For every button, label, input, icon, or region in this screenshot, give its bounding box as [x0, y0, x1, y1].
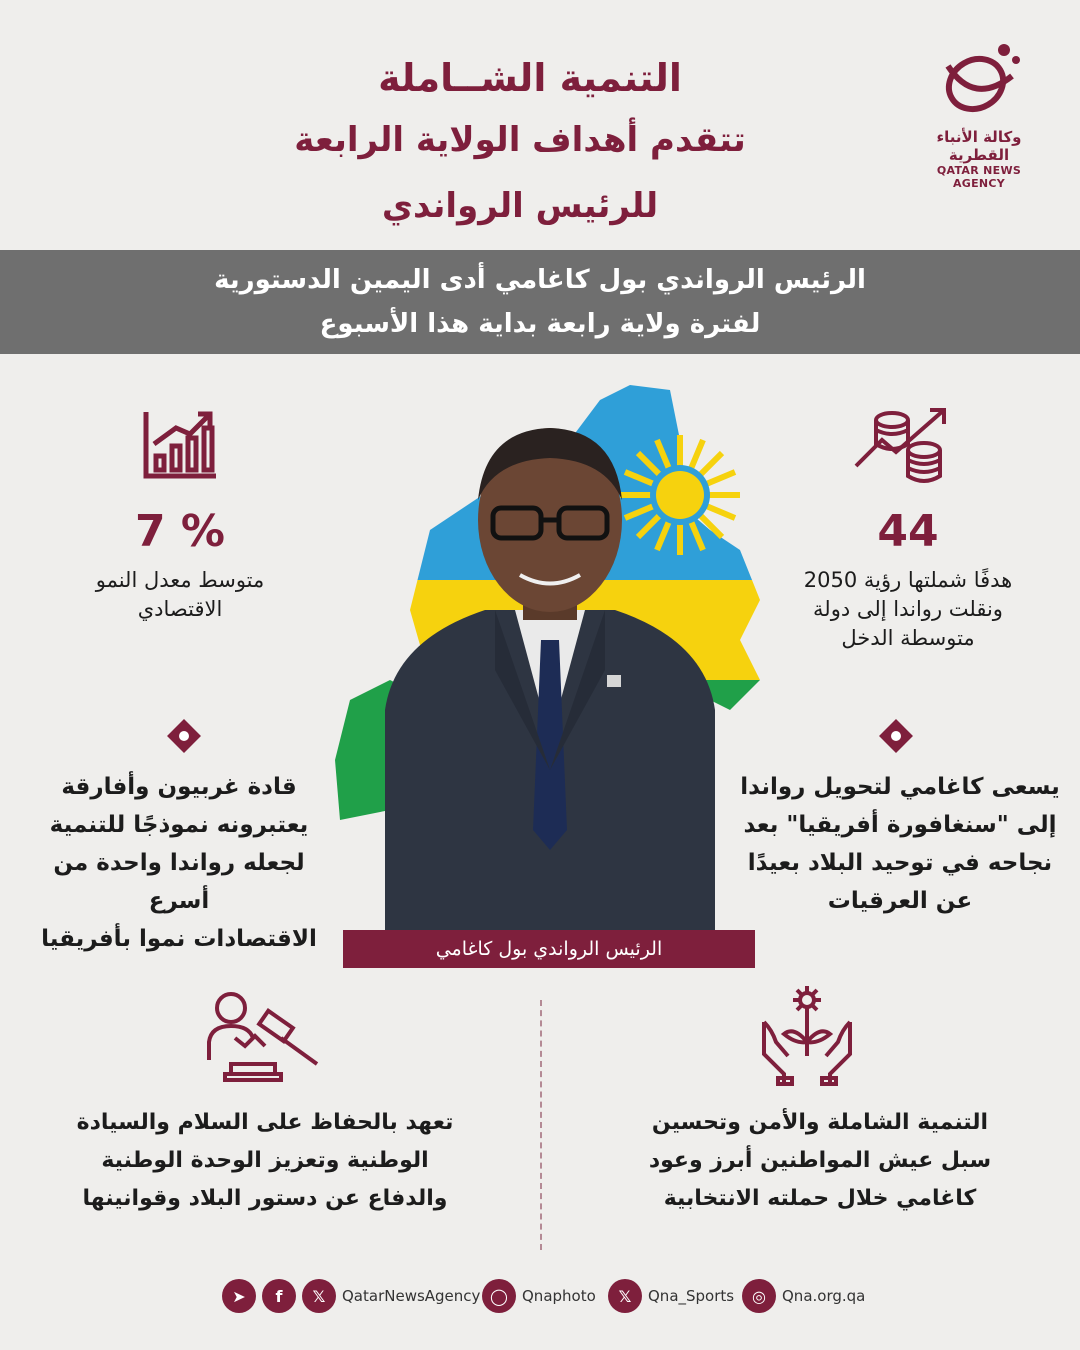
diamond-marker-icon [166, 718, 202, 754]
diamond-marker-icon [878, 718, 914, 754]
point-left-line-1: قادة غربيون وأفارقة [61, 774, 297, 800]
point-left-line-4: الاقتصادات نموا بأفريقيا [41, 926, 317, 952]
point-right-line-3: نجاحه في توحيد البلاد بعيدًا [747, 850, 1053, 876]
logo-name-ar: وكالة الأنباء القطرية [936, 128, 1022, 164]
point-right-line-1: يسعى كاغامي لتحويل رواندا [740, 774, 1060, 800]
social-photo-label[interactable]: Qnaphoto [522, 1287, 596, 1305]
photo-caption: الرئيس الرواندي بول كاغامي [343, 930, 755, 968]
social-sports[interactable] [608, 1278, 734, 1314]
point-left-line-2: يعتبرونه نموذجًا للتنمية [49, 812, 309, 838]
pledge-text-line-1: تعهد بالحفاظ على السلام والسيادة [76, 1110, 454, 1135]
social-agency[interactable] [222, 1278, 480, 1314]
promises-text-line-3: كاغامي خلال حملته الانتخابية [663, 1186, 977, 1211]
logo-name-en: QATAR NEWS AGENCY [936, 164, 1022, 190]
coins-growth-icon [852, 404, 952, 486]
hands-flower-icon [756, 982, 858, 1086]
goals-count-value: 44 [877, 506, 939, 557]
pledge-text-line-3: والدفاع عن دستور البلاد وقوانينها [82, 1186, 448, 1211]
promises-text [610, 1104, 1030, 1218]
growth-rate-text-line-1: متوسط معدل النمو [95, 568, 265, 592]
instagram-icon[interactable]: ◯ [482, 1279, 516, 1313]
headline-banner [0, 250, 1080, 354]
social-site-label[interactable]: Qna.org.qa [782, 1287, 866, 1305]
social-sports-label[interactable]: Qna_Sports [648, 1287, 735, 1305]
promises-text-line-1: التنمية الشاملة والأمن وتحسين [651, 1110, 989, 1135]
social-bar [0, 1278, 1080, 1314]
president-portrait [345, 410, 755, 930]
pledge-text-line-2: الوطنية وتعزيز الوحدة الوطنية [101, 1148, 429, 1173]
growth-rate-text-line-2: الاقتصادي [137, 597, 223, 621]
pledge-text [60, 1104, 470, 1218]
title-line-1: التنمية الشــاملة [378, 56, 682, 100]
title-line-3: للرئيس الرواندي [381, 186, 659, 226]
growth-rate-value: 7 % [134, 506, 226, 557]
judge-gavel-icon [205, 990, 323, 1082]
growth-rate-text [60, 566, 300, 624]
promises-text-line-2: سبل عيش المواطنين أبرز وعود [648, 1148, 992, 1173]
social-agency-label[interactable]: QatarNewsAgency [342, 1287, 481, 1305]
title-line-2: تتقدم أهداف الولاية الرابعة [294, 120, 746, 160]
banner-line-1: الرئيس الرواندي بول كاغامي أدى اليمين الدستورية [214, 265, 866, 295]
qna-logo [914, 36, 1044, 190]
point-right-line-4: عن العرقيات [827, 888, 973, 914]
social-photo[interactable] [482, 1278, 596, 1314]
banner-line-2: لفترة ولاية رابعة بداية هذا الأسبوع [319, 309, 761, 339]
point-right [740, 768, 1060, 920]
social-site[interactable] [742, 1278, 865, 1314]
x-icon[interactable]: 𝕏 [608, 1279, 642, 1313]
section-divider [540, 1000, 542, 1250]
facebook-icon[interactable]: f [262, 1279, 296, 1313]
point-right-line-2: إلى "سنغافورة أفريقيا" بعد [743, 812, 1057, 838]
goals-text-line-1: هدفًا شملتها رؤية 2050 [803, 568, 1013, 592]
goals-text-line-2: ونقلت رواندا إلى دولة [813, 597, 1003, 621]
qna-logo-icon [934, 36, 1024, 122]
globe-icon[interactable]: ◎ [742, 1279, 776, 1313]
goals-text-line-3: متوسطة الدخل [841, 626, 975, 650]
telegram-icon[interactable]: ➤ [222, 1279, 256, 1313]
point-left [20, 768, 338, 958]
point-left-line-3: لجعله رواندا واحدة من أسرع [53, 850, 305, 914]
x-icon[interactable]: 𝕏 [302, 1279, 336, 1313]
growth-chart-icon [142, 408, 220, 480]
goals-text [768, 566, 1048, 653]
